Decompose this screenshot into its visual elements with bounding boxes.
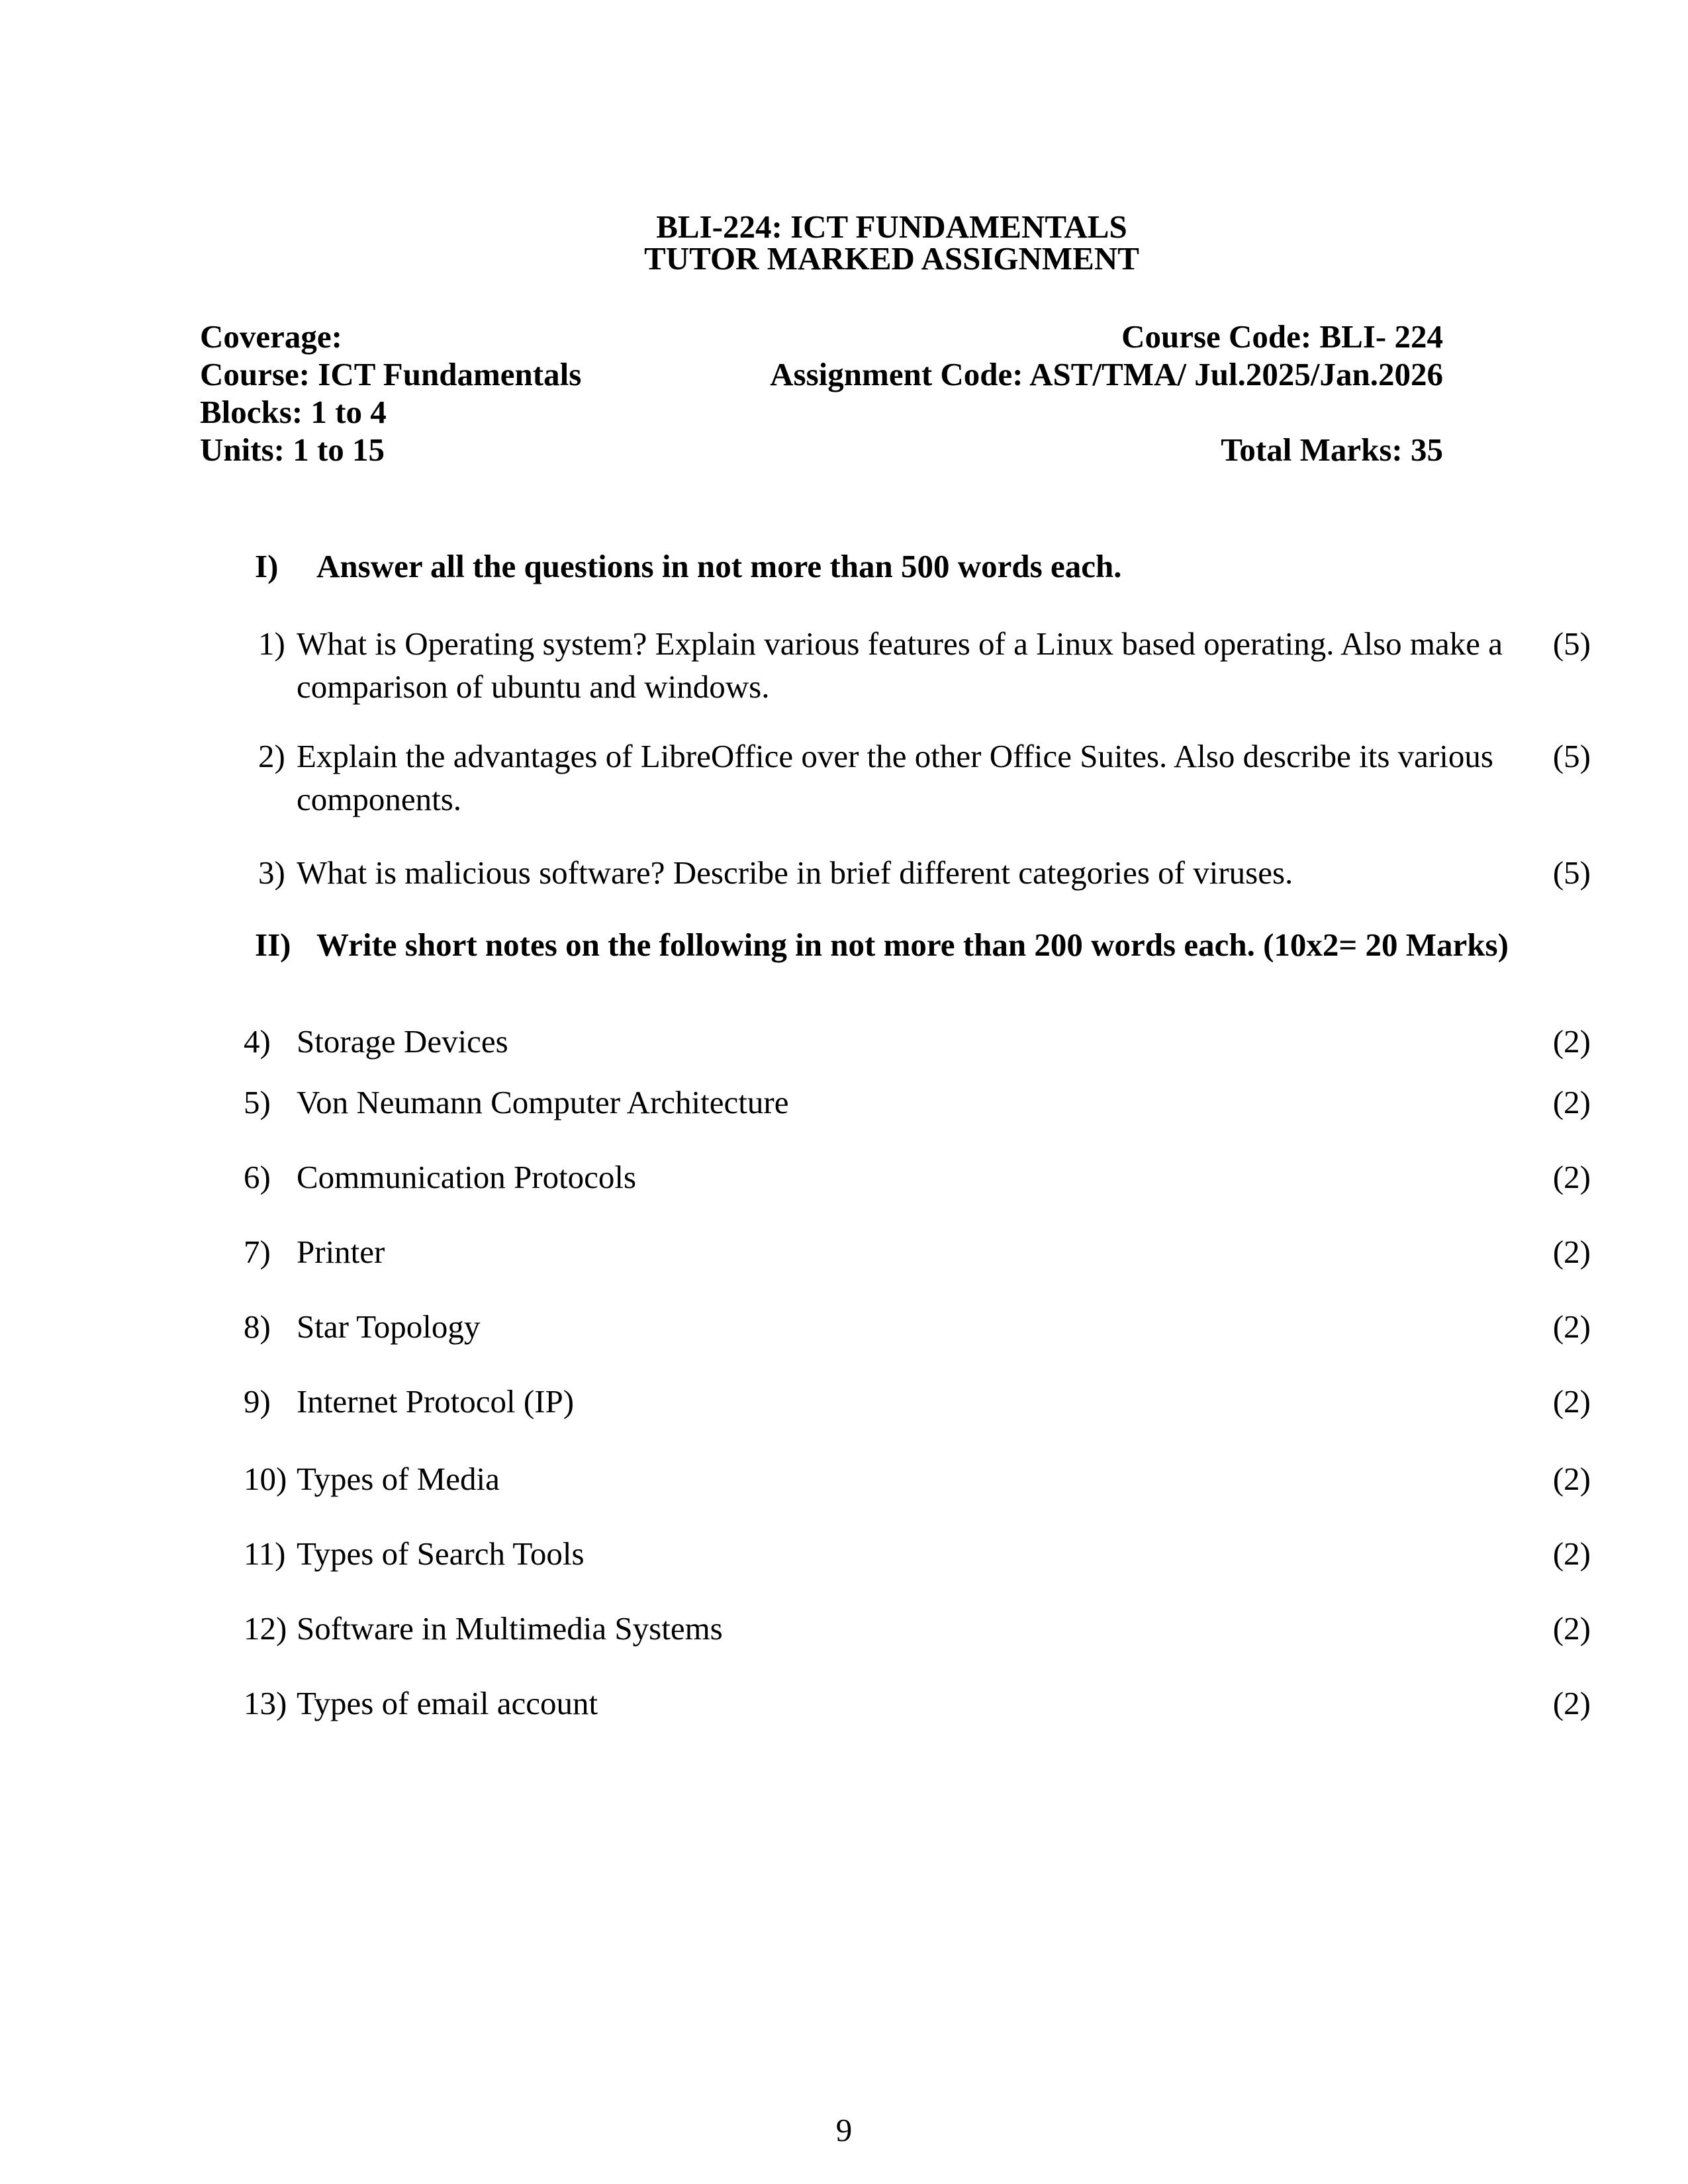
short-note-row-6 — [244, 1158, 1591, 1196]
short-note-row-11 — [244, 1535, 1591, 1572]
course-code: Course Code: BLI- 224 — [1121, 318, 1443, 355]
item-marks: (2) — [1552, 1685, 1591, 1721]
question-marks: (5) — [1552, 625, 1591, 662]
question-number: 1) — [258, 625, 285, 662]
question-row-1 — [258, 622, 1591, 708]
course-name: Course: ICT Fundamentals — [200, 356, 582, 392]
item-number: 11) — [244, 1535, 286, 1572]
units-range: Units: 1 to 15 — [200, 432, 385, 468]
item-marks: (2) — [1552, 1234, 1591, 1270]
item-text: Star Topology — [297, 1308, 481, 1345]
question-marks: (5) — [1552, 854, 1591, 891]
course-info-block — [200, 318, 1443, 469]
item-number: 12) — [244, 1610, 287, 1647]
question-marks: (5) — [1552, 738, 1591, 774]
course-info-row — [200, 355, 1443, 393]
short-note-row-10 — [244, 1460, 1591, 1498]
question-text-line: What is malicious software? Describe in brief different categories of viruses. — [297, 854, 1293, 891]
item-number: 8) — [244, 1308, 271, 1345]
section-ii-text: Write short notes on the following in not more than 200 words each. (10x2= 20 Marks) — [316, 927, 1509, 963]
item-marks: (2) — [1552, 1084, 1591, 1120]
total-marks: Total Marks: 35 — [1221, 432, 1443, 468]
section-ii-label: II) — [255, 927, 291, 963]
item-marks: (2) — [1552, 1461, 1591, 1497]
course-info-row — [200, 431, 1443, 469]
item-number: 7) — [244, 1234, 271, 1270]
course-info-row — [200, 318, 1443, 355]
question-text-line: components. — [297, 781, 462, 817]
item-marks: (2) — [1552, 1159, 1591, 1195]
section-ii-heading — [255, 926, 1591, 964]
question-number: 3) — [258, 854, 285, 891]
short-note-row-13 — [244, 1684, 1591, 1722]
item-text: Storage Devices — [297, 1023, 508, 1060]
item-number: 4) — [244, 1023, 271, 1060]
item-text: Types of Search Tools — [297, 1535, 585, 1572]
short-note-row-12 — [244, 1610, 1591, 1647]
title-line-1: BLI-224: ICT FUNDAMENTALS — [656, 208, 1127, 245]
item-text: Communication Protocols — [297, 1159, 637, 1195]
question-number: 2) — [258, 738, 285, 774]
question-text-line: Explain the advantages of LibreOffice over the other Office Suites. Also describe its various — [297, 738, 1493, 774]
item-text: Types of email account — [297, 1685, 598, 1721]
question-row-3 — [258, 851, 1591, 894]
document-title — [200, 0, 1583, 275]
item-number: 5) — [244, 1084, 271, 1120]
item-number: 10) — [244, 1461, 287, 1497]
short-note-row-4 — [244, 1023, 1591, 1060]
item-text: Von Neumann Computer Architecture — [297, 1084, 789, 1120]
question-text-line: What is Operating system? Explain various features of a Linux based operating. Also make a — [297, 625, 1503, 662]
short-note-row-9 — [244, 1383, 1591, 1420]
item-marks: (2) — [1552, 1308, 1591, 1345]
short-note-row-7 — [244, 1233, 1591, 1271]
short-note-row-5 — [244, 1083, 1591, 1121]
short-note-row-8 — [244, 1308, 1591, 1345]
item-text: Types of Media — [297, 1461, 500, 1497]
item-number: 6) — [244, 1159, 271, 1195]
item-number: 13) — [244, 1685, 287, 1721]
assignment-code: Assignment Code: AST/TMA/ Jul.2025/Jan.2026 — [770, 356, 1443, 392]
blocks-range: Blocks: 1 to 4 — [200, 394, 387, 430]
item-text: Software in Multimedia Systems — [297, 1610, 723, 1647]
question-text — [297, 851, 1524, 894]
coverage-label: Coverage: — [200, 318, 342, 355]
item-marks: (2) — [1552, 1023, 1591, 1060]
item-text: Printer — [297, 1234, 385, 1270]
section-i-heading — [255, 547, 1591, 585]
item-marks: (2) — [1552, 1383, 1591, 1420]
page-number: 9 — [835, 2112, 853, 2148]
question-text — [297, 735, 1524, 821]
question-row-2 — [258, 735, 1591, 821]
question-text — [297, 622, 1524, 708]
item-marks: (2) — [1552, 1535, 1591, 1572]
course-info-row — [200, 393, 1443, 431]
section-i-text: Answer all the questions in not more than 500 words each. — [316, 548, 1122, 584]
item-text: Internet Protocol (IP) — [297, 1383, 575, 1420]
item-marks: (2) — [1552, 1610, 1591, 1647]
title-line-2: TUTOR MARKED ASSIGNMENT — [644, 240, 1139, 277]
section-i-label: I) — [255, 548, 279, 584]
question-text-line: comparison of ubuntu and windows. — [297, 668, 770, 705]
item-number: 9) — [244, 1383, 271, 1420]
